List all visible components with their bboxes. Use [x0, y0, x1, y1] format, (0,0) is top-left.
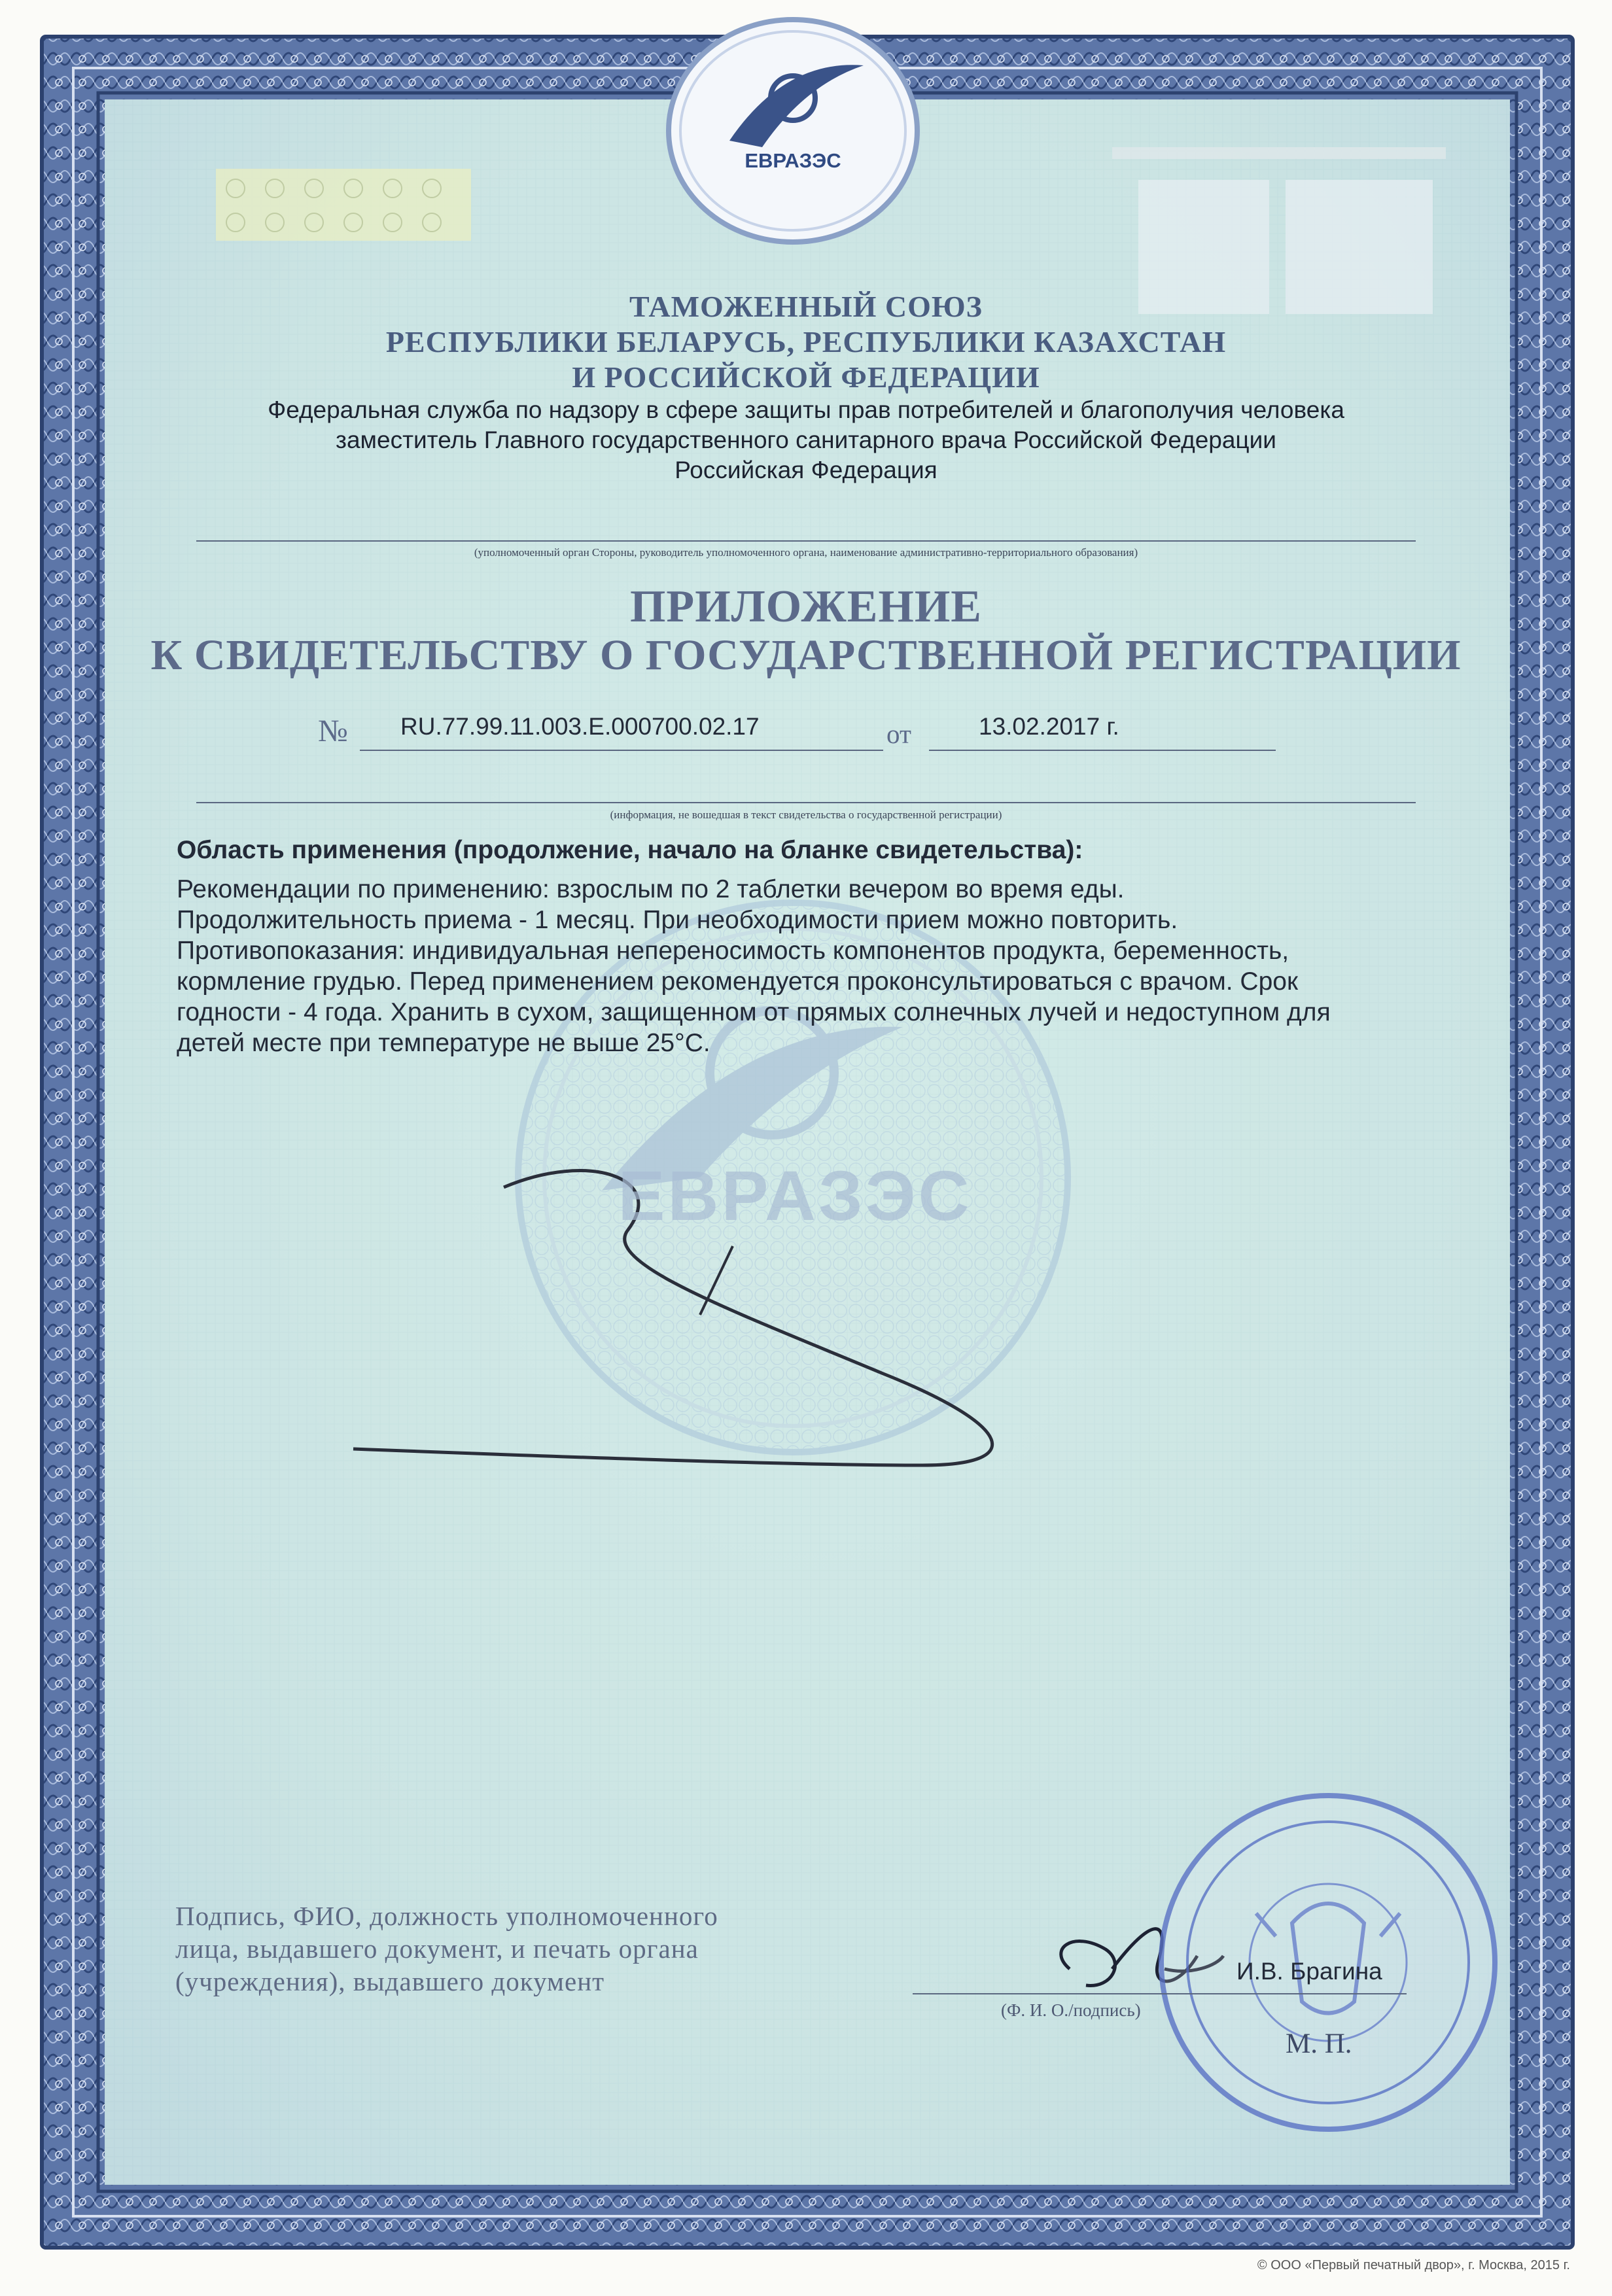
number-underline: [360, 750, 883, 751]
signer-name: И.В. Брагина: [1236, 1958, 1382, 1985]
org-line-2: заместитель Главного государственного санитарного врача Российской Федерации: [336, 426, 1276, 453]
emblem-label: ЕВРАЗЭС: [745, 149, 841, 172]
content-line: Рекомендации по применению: взрослым по 2 таблетки вечером во время еды.: [177, 875, 1125, 903]
fio-caption: (Ф. И. О./подпись): [1001, 2000, 1141, 2020]
printer-credit: © ООО «Первый печатный двор», г. Москва, 2015 г.: [1257, 2258, 1570, 2272]
date-label: от: [886, 719, 911, 749]
info-caption: (информация, не вошедшая в текст свидетельства о государственной регистрации): [610, 809, 1002, 821]
signature-note-1: Подпись, ФИО, должность уполномоченного: [175, 1901, 718, 1931]
number-label: №: [318, 714, 348, 748]
content-line: Продолжительность приема - 1 месяц. При необходимости прием можно повторить.: [177, 906, 1178, 934]
org-underline: [196, 540, 1416, 542]
evrazes-emblem-shape: [669, 20, 917, 242]
watermark-label: ЕВРАЗЭС: [618, 1156, 972, 1235]
content-line: Противопоказания: индивидуальная непереносимость компонентов продукта, беременность,: [177, 937, 1289, 965]
org-line-1: Федеральная служба по надзору в сфере защиты прав потребителей и благополучия человека: [268, 396, 1344, 423]
mp-label: М. П.: [1286, 2028, 1352, 2059]
content-line: кормление грудью. Перед применением рекомендуется проконсультироваться с врачом. Срок: [177, 967, 1299, 996]
signature-note-2: лица, выдавшего документ, и печать органа: [175, 1934, 699, 1964]
content-line: годности - 4 года. Хранить в сухом, защищенном от прямых солнечных лучей и недоступном для: [177, 998, 1331, 1026]
header-union: ТАМОЖЕННЫЙ СОЮЗ: [629, 290, 983, 323]
content-heading: Область применения (продолжение, начало на бланке свидетельства):: [177, 836, 1083, 864]
registration-date: 13.02.2017 г.: [979, 713, 1119, 740]
date-underline: [929, 750, 1276, 751]
content-line: детей месте при температуре не выше 25°C.: [177, 1029, 710, 1057]
title-appendix: ПРИЛОЖЕНИЕ: [629, 582, 982, 632]
header-republics: РЕСПУБЛИКИ БЕЛАРУСЬ, РЕСПУБЛИКИ КАЗАХСТАН: [385, 325, 1227, 358]
info-underline: [196, 802, 1416, 803]
signature-note-3: (учреждения), выдавшего документ: [175, 1966, 605, 1996]
header-federation: И РОССИЙСКОЙ ФЕДЕРАЦИИ: [572, 360, 1040, 394]
org-caption: (уполномоченный орган Стороны, руководитель уполномоченного органа, наименование административно-территориального образования): [474, 546, 1138, 559]
title-certificate: К СВИДЕТЕЛЬСТВУ О ГОСУДАРСТВЕННОЙ РЕГИСТРАЦИИ: [150, 631, 1462, 679]
registration-number: RU.77.99.11.003.Е.000700.02.17: [400, 713, 760, 740]
org-line-3: Российская Федерация: [675, 457, 937, 483]
